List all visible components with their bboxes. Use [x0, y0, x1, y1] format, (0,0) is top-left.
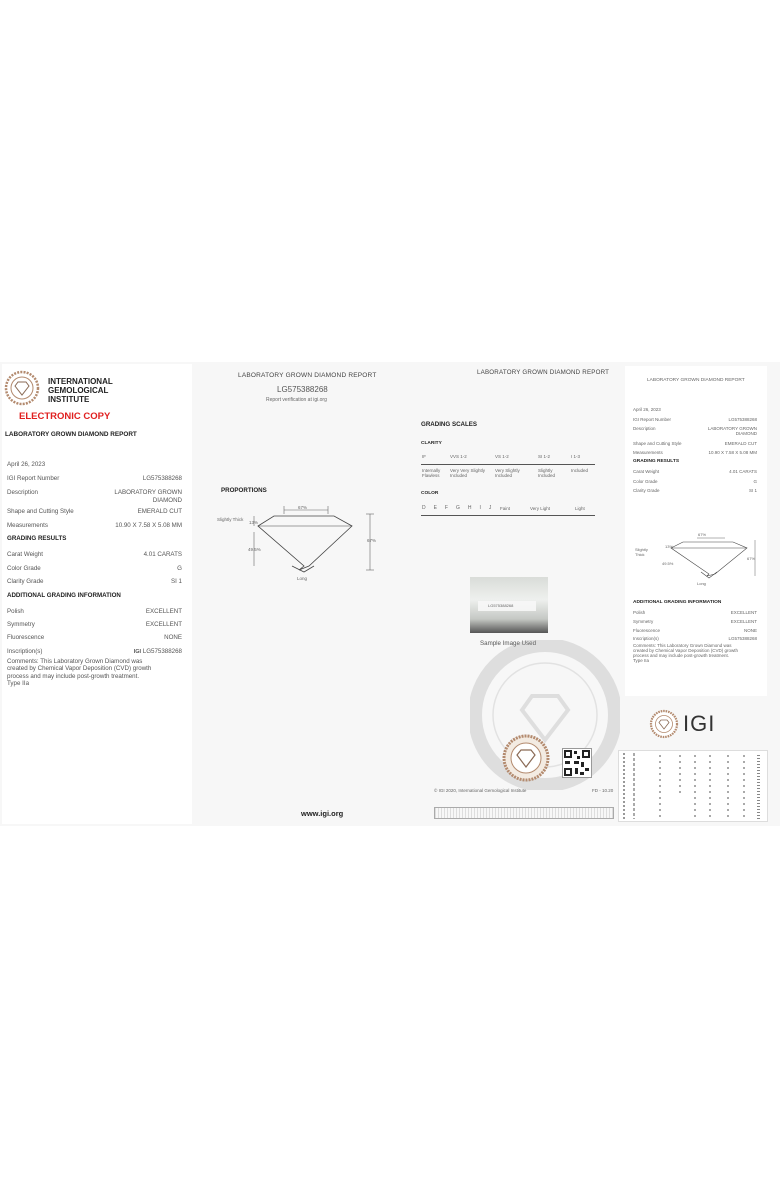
report-date: April 26, 2023 [7, 461, 46, 468]
carat-value: 4.01 CARATS [143, 551, 182, 558]
color-scale-heading: COLOR [421, 491, 439, 496]
crown-percent: 13% [249, 520, 259, 525]
qr-code-icon [563, 749, 591, 777]
summary-number-value: LG575388268 [728, 417, 757, 422]
panel3-report-title: LABORATORY GROWN DIAMOND REPORT [477, 369, 610, 376]
color-desc-light: Light [575, 506, 585, 511]
additional-heading: ADDITIONAL GRADING INFORMATION [7, 592, 121, 599]
symmetry-value: EXCELLENT [145, 621, 182, 628]
summary-girdle-label: Slightly Thick [635, 547, 648, 557]
summary-fluorescence-value: NONE [743, 628, 757, 633]
girdle-label: Slightly Thick [217, 517, 244, 522]
sample-image [470, 577, 548, 633]
carat-label: Carat Weight [7, 551, 43, 558]
pavilion-percent: 49.5% [248, 547, 261, 552]
clarity-desc-vvs: Very Very Slightly Included [450, 468, 486, 478]
summary-report-title: LABORATORY GROWN DIAMOND REPORT [647, 378, 745, 383]
summary-description-label: Description [633, 426, 656, 431]
verification-note: Report verification at igi.org [266, 397, 327, 403]
fluorescence-label: Fluorescence [7, 634, 45, 641]
summary-comments: Comments: This Laboratory Grown Diamond was created by Chemical Vapor Deposition (CVD) growth process and may include post-growth treatment. Type IIa [633, 643, 738, 663]
form-code: FD - 10.20 [592, 788, 614, 793]
main-report-panel [2, 364, 192, 824]
color-scale-line [421, 515, 595, 516]
summary-crown-percent: 13% [665, 544, 674, 549]
clarity-desc-if: Internally Flawless [422, 468, 441, 478]
clarity-grade-vvs: VVS 1-2 [450, 454, 467, 459]
polish-label: Polish [7, 608, 24, 615]
culet-label: Long [297, 576, 308, 581]
igi-mini-logo-icon: IGI [133, 649, 142, 655]
summary-pavilion-percent: 49.5% [662, 561, 674, 566]
summary-color-label: Color Grade [633, 479, 658, 484]
clarity-grade-i: I 1-3 [571, 454, 581, 459]
summary-color-value: G [753, 479, 757, 484]
mini-rotated-report [618, 750, 768, 822]
clarity-scale-heading: CLARITY [421, 441, 442, 446]
summary-culet-label: Long [697, 581, 706, 586]
symmetry-label: Symmetry [7, 621, 35, 628]
report-type-title: LABORATORY GROWN DIAMOND REPORT [5, 431, 137, 438]
clarity-grade-vs: VS 1-2 [495, 454, 509, 459]
sample-image-caption: Sample Image Used [480, 640, 537, 647]
sample-image-inscription: LG575388268 [488, 603, 514, 608]
polish-value: EXCELLENT [145, 608, 182, 615]
summary-proportions-diagram [661, 530, 761, 586]
summary-symmetry-value: EXCELLENT [730, 619, 757, 624]
color-grade-value: G [177, 565, 182, 572]
summary-polish-value: EXCELLENT [730, 610, 757, 615]
summary-symmetry-label: Symmetry [633, 619, 654, 624]
clarity-desc-si: Slightly Included [538, 468, 556, 478]
summary-date: April 26, 2023 [633, 407, 661, 412]
measurements-value: 10.90 X 7.58 X 5.08 MM [115, 522, 182, 529]
summary-carat-value: 4.01 CARATS [729, 469, 757, 474]
qr-code[interactable] [562, 748, 592, 778]
clarity-grade-label: Clarity Grade [7, 578, 44, 585]
summary-inscription-value: LG575388268 [728, 636, 757, 641]
description-value: LABORATORY GROWN DIAMOND [114, 489, 182, 504]
shape-label: Shape and Cutting Style [7, 508, 74, 515]
color-desc-very-light: Very Light [530, 506, 551, 511]
summary-depth-percent: 67% [747, 556, 756, 561]
inscription-value: IGI LG575388268 [133, 648, 182, 655]
summary-shape-label: Shape and Cutting Style [633, 441, 682, 446]
report-number-label: IGI Report Number [7, 475, 60, 482]
panel2-report-number: LG575388268 [277, 385, 328, 394]
summary-fluorescence-label: Fluorescence [633, 628, 661, 633]
summary-shape-value: EMERALD CUT [724, 441, 757, 446]
panel2-report-title: LABORATORY GROWN DIAMOND REPORT [238, 372, 377, 379]
summary-carat-label: Carat Weight [633, 469, 660, 474]
summary-card-panel [625, 366, 767, 696]
report-number-value: LG575388268 [142, 475, 182, 482]
summary-measurements-label: Measurements [633, 450, 663, 455]
summary-measurements-value: 10.90 X 7.58 X 5.08 MM [708, 450, 757, 455]
clarity-grade-value: SI 1 [170, 578, 182, 585]
color-scale-grades: D E F G H I J [422, 505, 495, 511]
summary-clarity-value: SI 1 [748, 488, 757, 493]
footer-security-strip [434, 807, 614, 819]
summary-inscription-label: Inscription(s) [633, 636, 659, 641]
summary-polish-label: Polish [633, 610, 646, 615]
copyright-text: © IGI 2020, International Gemological Institute [434, 788, 527, 793]
shape-value: EMERALD CUT [137, 508, 182, 515]
summary-number-label: IGI Report Number [633, 417, 672, 422]
igi-seal-icon [4, 370, 40, 411]
fluorescence-value: NONE [164, 634, 182, 641]
description-label: Description [7, 489, 38, 496]
grading-scales-heading: GRADING SCALES [421, 421, 478, 428]
website-link[interactable]: www.igi.org [301, 809, 344, 818]
table-percent: 67% [298, 505, 308, 510]
inscription-label: Inscription(s) [7, 648, 43, 655]
clarity-scale-line [421, 464, 595, 465]
org-name: INTERNATIONAL GEMOLOGICAL INSTITUTE [48, 377, 113, 404]
summary-grading-heading: GRADING RESULTS [633, 459, 680, 464]
comments-text: Comments: This Laboratory Grown Diamond was created by Chemical Vapor Deposition (CVD) growth process and may include post-growth treatment. Type IIa [7, 658, 152, 688]
clarity-grade-if: IF [422, 454, 426, 459]
igi-logo-text: IGI [683, 711, 716, 736]
clarity-desc-i: Included [571, 468, 589, 473]
igi-seal-badge-icon [502, 734, 550, 782]
depth-percent: 67% [367, 538, 377, 543]
clarity-grade-si: SI 1-2 [538, 454, 551, 459]
proportions-diagram [214, 500, 384, 586]
summary-table-percent: 67% [698, 532, 707, 537]
igi-logo-seal-icon [649, 709, 679, 739]
grading-results-heading: GRADING RESULTS [7, 535, 67, 542]
color-grade-label: Color Grade [7, 565, 41, 572]
summary-additional-heading: ADDITIONAL GRADING INFORMATION [633, 600, 722, 605]
summary-description-value: LABORATORY GROWN DIAMOND [707, 426, 757, 437]
summary-clarity-label: Clarity Grade [633, 488, 660, 493]
measurements-label: Measurements [7, 522, 48, 529]
color-desc-faint: Faint [500, 506, 511, 511]
proportions-heading: PROPORTIONS [221, 487, 267, 494]
clarity-desc-vs: Very Slightly Included [495, 468, 520, 478]
electronic-copy-label: ELECTRONIC COPY [19, 411, 111, 422]
